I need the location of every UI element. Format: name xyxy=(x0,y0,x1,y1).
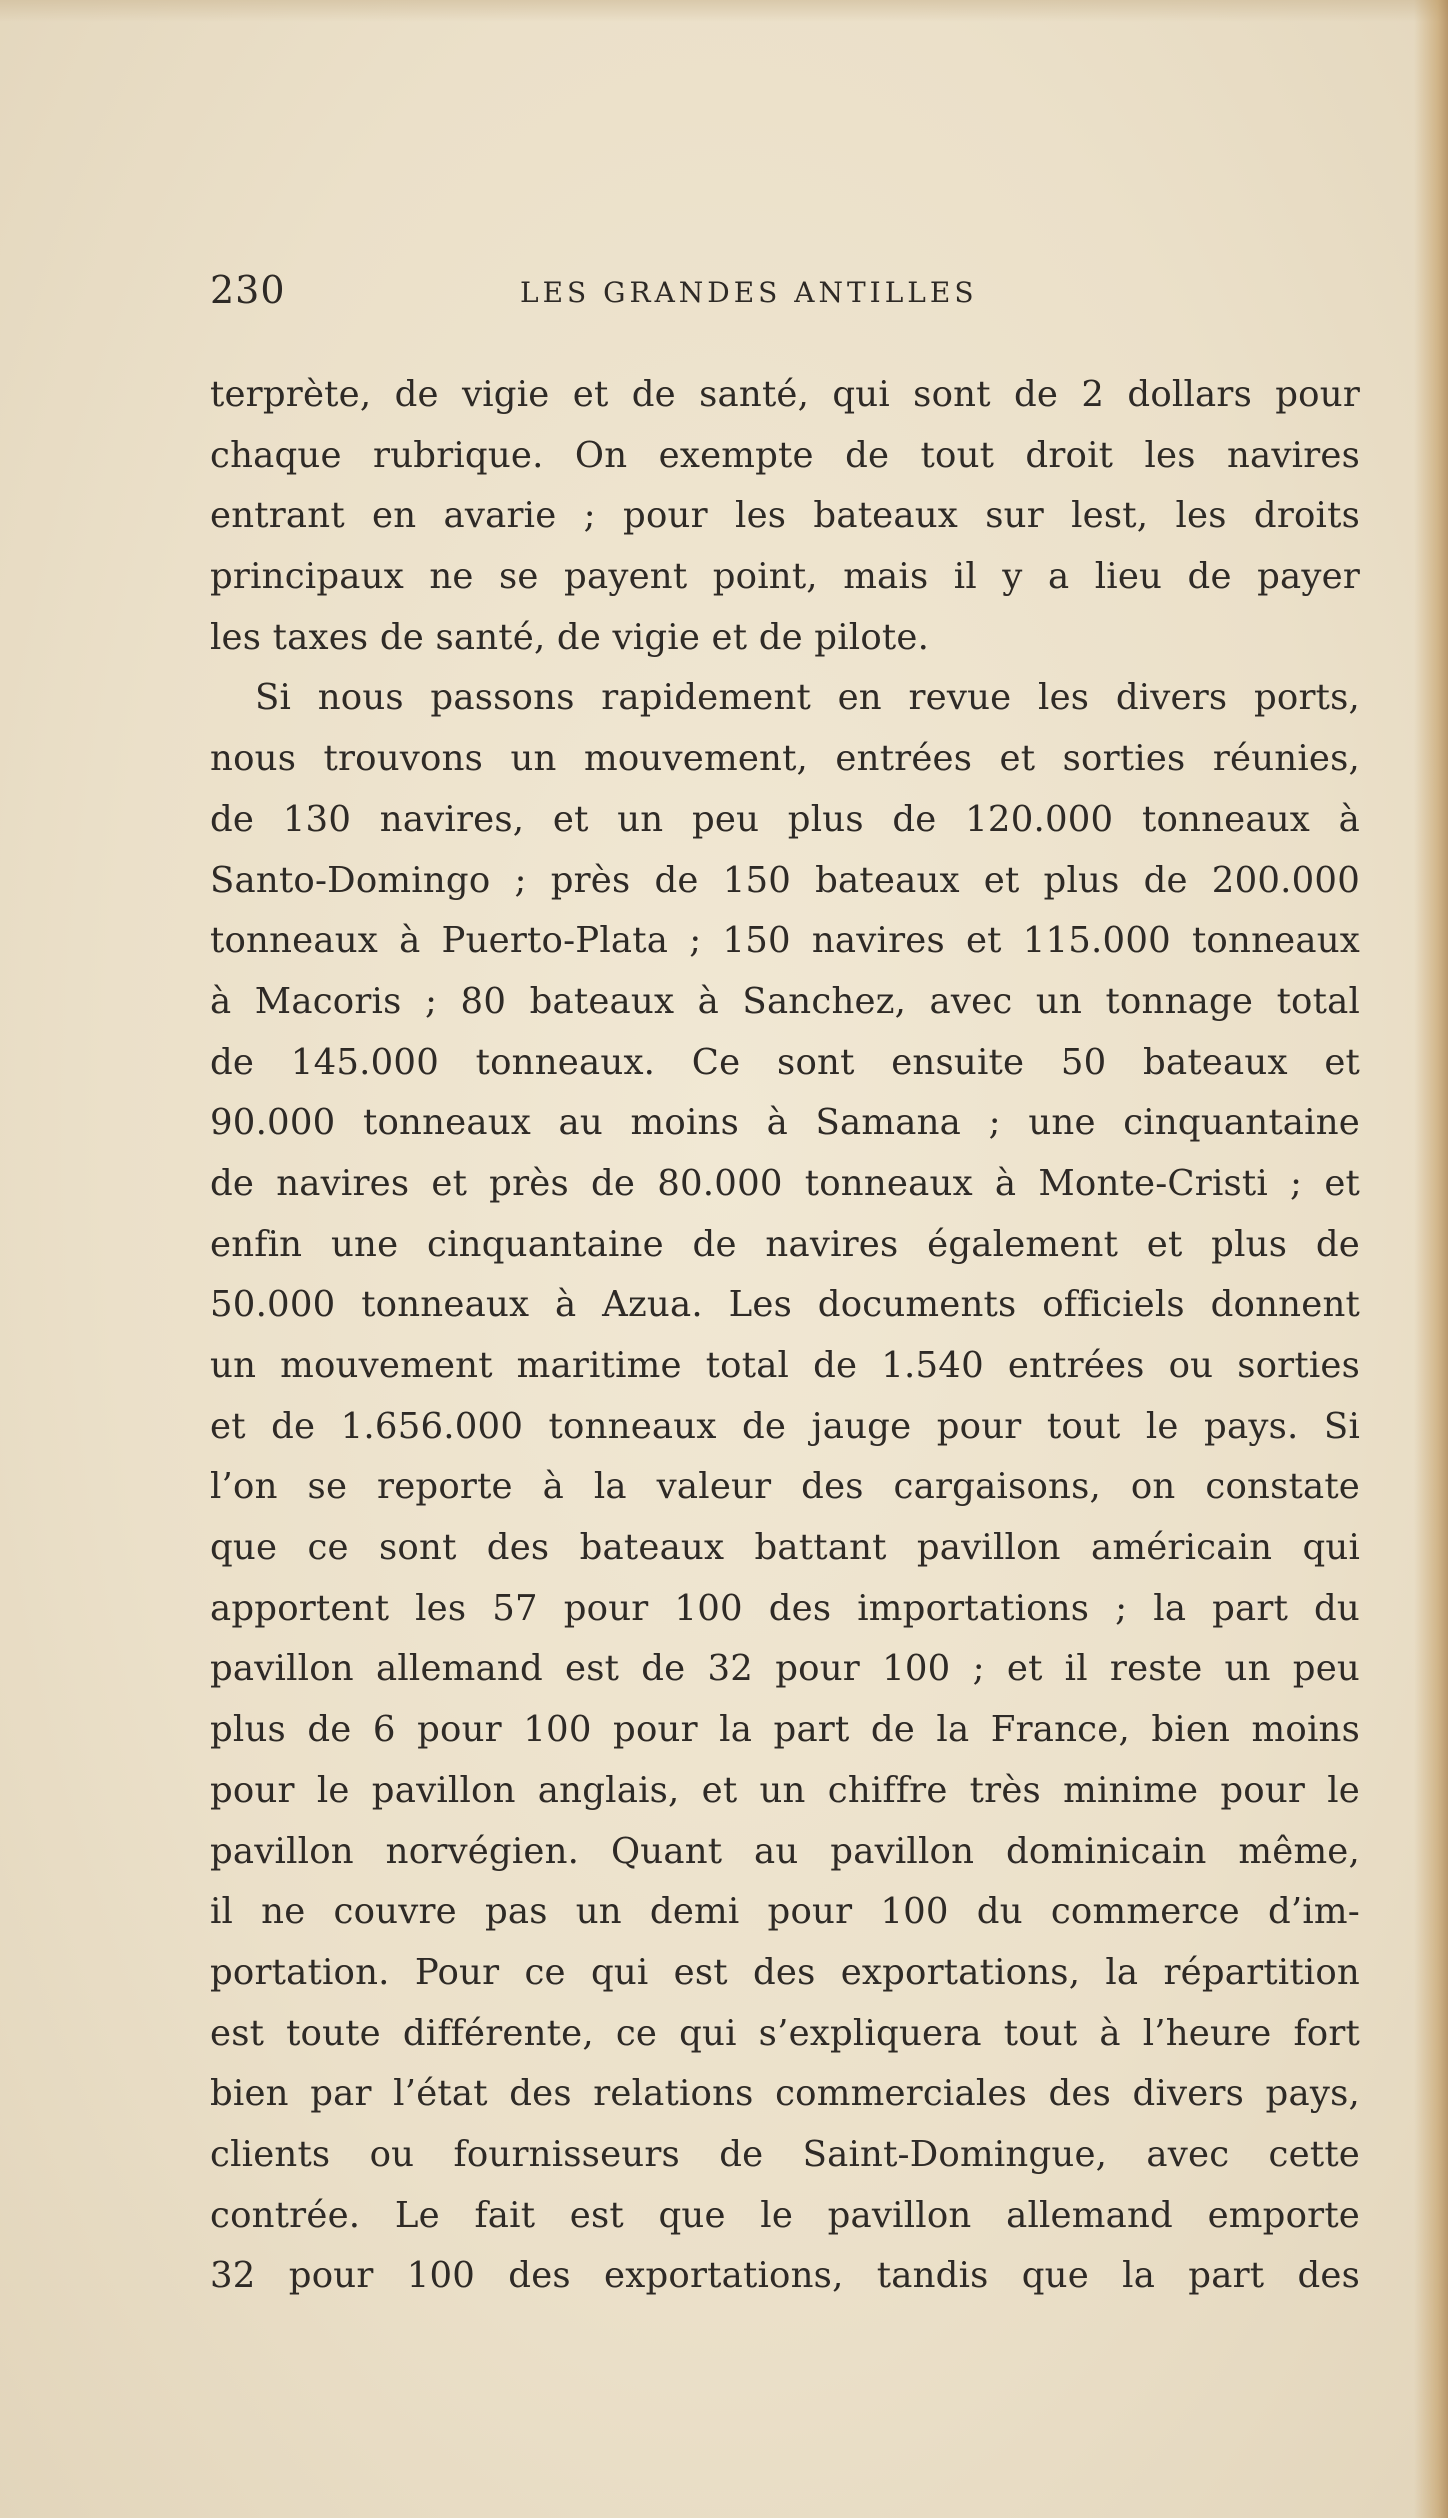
page-right-edge-shadow xyxy=(1414,0,1448,2518)
text-line: 32 pour 100 des exportations, tandis que la part des xyxy=(210,2255,1360,2297)
text-line: contrée. Le fait est que le pavillon allemand emporte xyxy=(210,2194,1360,2236)
text-line: 90.000 tonneaux au moins à Samana ; une cinquantaine xyxy=(210,1102,1360,1144)
text-line: chaque rubrique. On exempte de tout droit les navires xyxy=(210,434,1360,476)
text-line: Santo-Domingo ; près de 150 bateaux et plus de 200.000 xyxy=(210,859,1360,901)
running-title: LES GRANDES ANTILLES xyxy=(520,276,978,309)
text-line: bien par l’état des relations commerciales des divers pays, xyxy=(210,2073,1360,2115)
text-line: enfin une cinquantaine de navires également et plus de xyxy=(210,1223,1360,1265)
text-line: entrant en avarie ; pour les bateaux sur lest, les droits xyxy=(210,495,1360,537)
text-line: pavillon norvégien. Quant au pavillon dominicain même, xyxy=(210,1830,1360,1872)
text-line: un mouvement maritime total de 1.540 entrées ou sorties xyxy=(210,1345,1360,1386)
text-line: Si nous passons rapidement en revue les divers ports, xyxy=(255,677,1360,719)
text-line: de navires et près de 80.000 tonneaux à Monte-Cristi ; et xyxy=(210,1162,1360,1204)
text-line: portation. Pour ce qui est des exportations, la répartition xyxy=(210,1951,1360,1993)
text-line: plus de 6 pour 100 pour la part de la France, bien moins xyxy=(210,1709,1360,1751)
page-top-shadow xyxy=(0,0,1448,22)
text-line: est toute différente, ce qui s’expliquera tout à l’heure fort xyxy=(210,2012,1360,2054)
text-line: pour le pavillon anglais, et un chiffre très minime pour le xyxy=(210,1769,1360,1811)
text-line: nous trouvons un mouvement, entrées et sorties réunies, xyxy=(210,738,1360,780)
page-header xyxy=(210,268,1360,318)
text-line: 50.000 tonneaux à Azua. Les documents officiels donnent xyxy=(210,1284,1360,1326)
text-line: les taxes de santé, de vigie et de pilote. xyxy=(210,616,930,658)
body-text xyxy=(210,365,1360,2307)
text-line: que ce sont des bateaux battant pavillon américain qui xyxy=(210,1527,1360,1569)
text-line: de 130 navires, et un peu plus de 120.000 tonneaux à xyxy=(210,798,1360,840)
text-line: terprète, de vigie et de santé, qui sont de 2 dollars pour xyxy=(210,374,1360,415)
page-number: 230 xyxy=(210,268,286,312)
text-line: tonneaux à Puerto-Plata ; 150 navires et 115.000 tonneaux xyxy=(210,920,1360,962)
text-line: et de 1.656.000 tonneaux de jauge pour tout le pays. Si xyxy=(210,1405,1360,1447)
text-line: à Macoris ; 80 bateaux à Sanchez, avec un tonnage total xyxy=(210,980,1360,1022)
text-line: pavillon allemand est de 32 pour 100 ; et il reste un peu xyxy=(210,1648,1360,1690)
text-line: principaux ne se payent point, mais il y a lieu de payer xyxy=(210,556,1360,598)
text-line: apportent les 57 pour 100 des importations ; la part du xyxy=(210,1587,1360,1629)
text-line: de 145.000 tonneaux. Ce sont ensuite 50 bateaux et xyxy=(210,1041,1360,1083)
text-line: il ne couvre pas un demi pour 100 du commerce d’im- xyxy=(210,1891,1360,1933)
text-line: clients ou fournisseurs de Saint-Domingue, avec cette xyxy=(210,2133,1360,2175)
text-line: l’on se reporte à la valeur des cargaisons, on constate xyxy=(210,1466,1360,1508)
